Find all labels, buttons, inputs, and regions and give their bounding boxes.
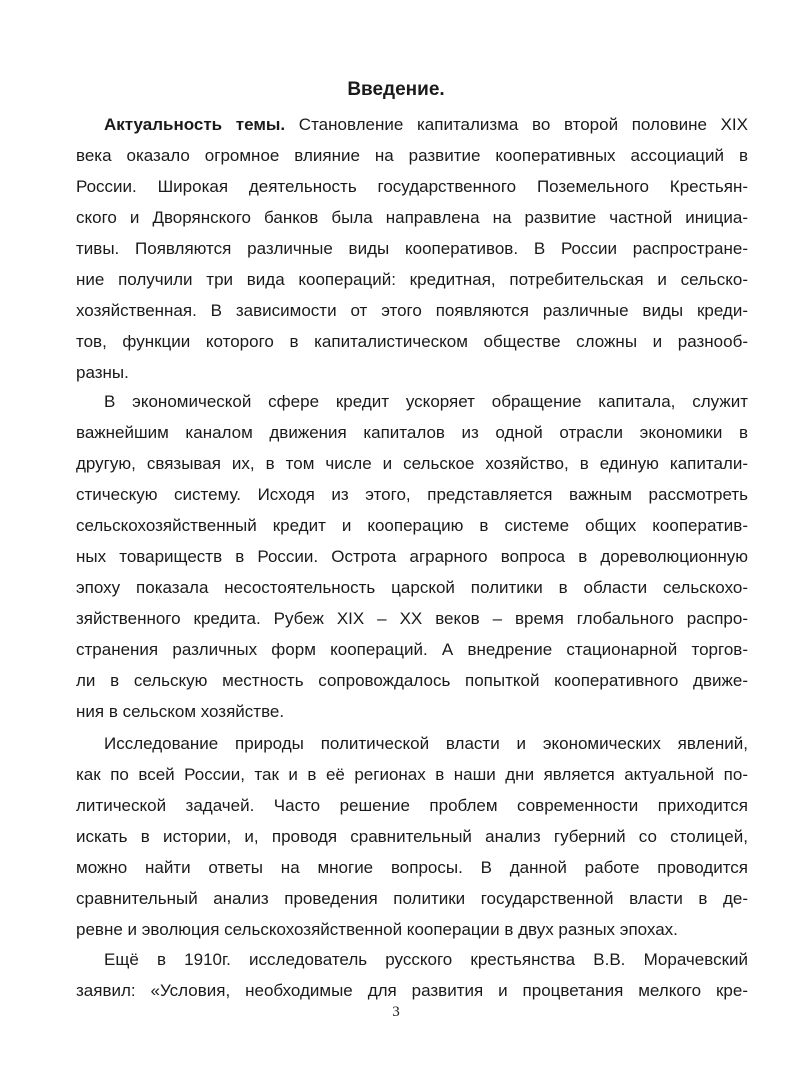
text-line: века оказало огромное влияние на развитие кооперативных ассоциаций в [76,146,748,165]
text-line: другую, связывая их, в том числе и сельское хозяйство, в единую капитали- [76,454,748,473]
text-line: тов, функции которого в капиталистическом обществе сложны и разнооб- [76,332,748,351]
relevance-heading: Актуальность темы. [104,115,286,134]
text-line: сравнительный анализ проведения политики государственной власти в де- [76,889,748,908]
text-line: Ещё в 1910г. исследователь русского крестьянства В.В. Морачевский [104,950,748,969]
text-line: как по всей России, так и в её регионах в наши дни является актуальной по- [76,765,748,784]
text-line: стическую систему. Исходя из этого, представляется важным рассмотреть [76,485,748,504]
text-line: Исследование природы политической власти и экономических явлений, [104,734,748,753]
text-line: ния в сельском хозяйстве. [76,702,285,721]
text-line: ли в сельскую местность сопровождалось попыткой кооперативного движе- [76,671,748,690]
text-line [76,109,748,140]
text-line: важнейшим каналом движения капиталов из одной отрасли экономики в [76,423,748,442]
text-line: тивы. Появляются различные виды кооперативов. В России распростране- [76,239,748,258]
text-line: искать в истории, и, проводя сравнительный анализ губерний со столицей, [76,827,748,846]
text-line: литической задачей. Часто решение проблем современности приходится [76,796,748,815]
text-line: ского и Дворянского банков была направлена на развитие частной инициа- [76,208,748,227]
text-line: ных товариществ в России. Острота аграрного вопроса в дореволюционную [76,547,748,566]
page-number: 3 [392,1004,400,1020]
text-line: России. Широкая деятельность государственного Поземельного Крестьян- [76,177,748,196]
paragraph-relevance [76,109,748,388]
text-line: разны. [76,363,129,382]
text-line: В экономической сфере кредит ускоряет обращение капитала, служит [104,392,748,411]
paragraph-research [76,728,748,945]
paragraph-morachevsky [76,944,748,1006]
text-line: ревне и эволюция сельскохозяйственной кооперации в двух разных эпохах. [76,920,678,939]
text-line: заявил: «Условия, необходимые для развития и процветания мелкого кре- [76,981,748,1000]
text-line: ние получили три вида коопераций: кредитная, потребительская и сельско- [76,270,748,289]
page-title: Введение. [347,79,445,100]
paragraph-credit [76,386,748,727]
text-line: сельскохозяйственный кредит и кооперацию в системе общих кооператив- [76,516,748,535]
text-line: можно найти ответы на многие вопросы. В данной работе проводится [76,858,748,877]
text-line: эпоху показала несостоятельность царской политики в области сельскохо- [76,578,748,597]
text-line: хозяйственная. В зависимости от этого появляются различные виды креди- [76,301,748,320]
text-line: странения различных форм коопераций. А внедрение стационарной торгов- [76,640,748,659]
text-fragment: Становление капитализма во второй половине XIX [285,115,748,134]
text-line: зяйственного кредита. Рубеж XIX – XX веков – время глобального распро- [76,609,748,628]
